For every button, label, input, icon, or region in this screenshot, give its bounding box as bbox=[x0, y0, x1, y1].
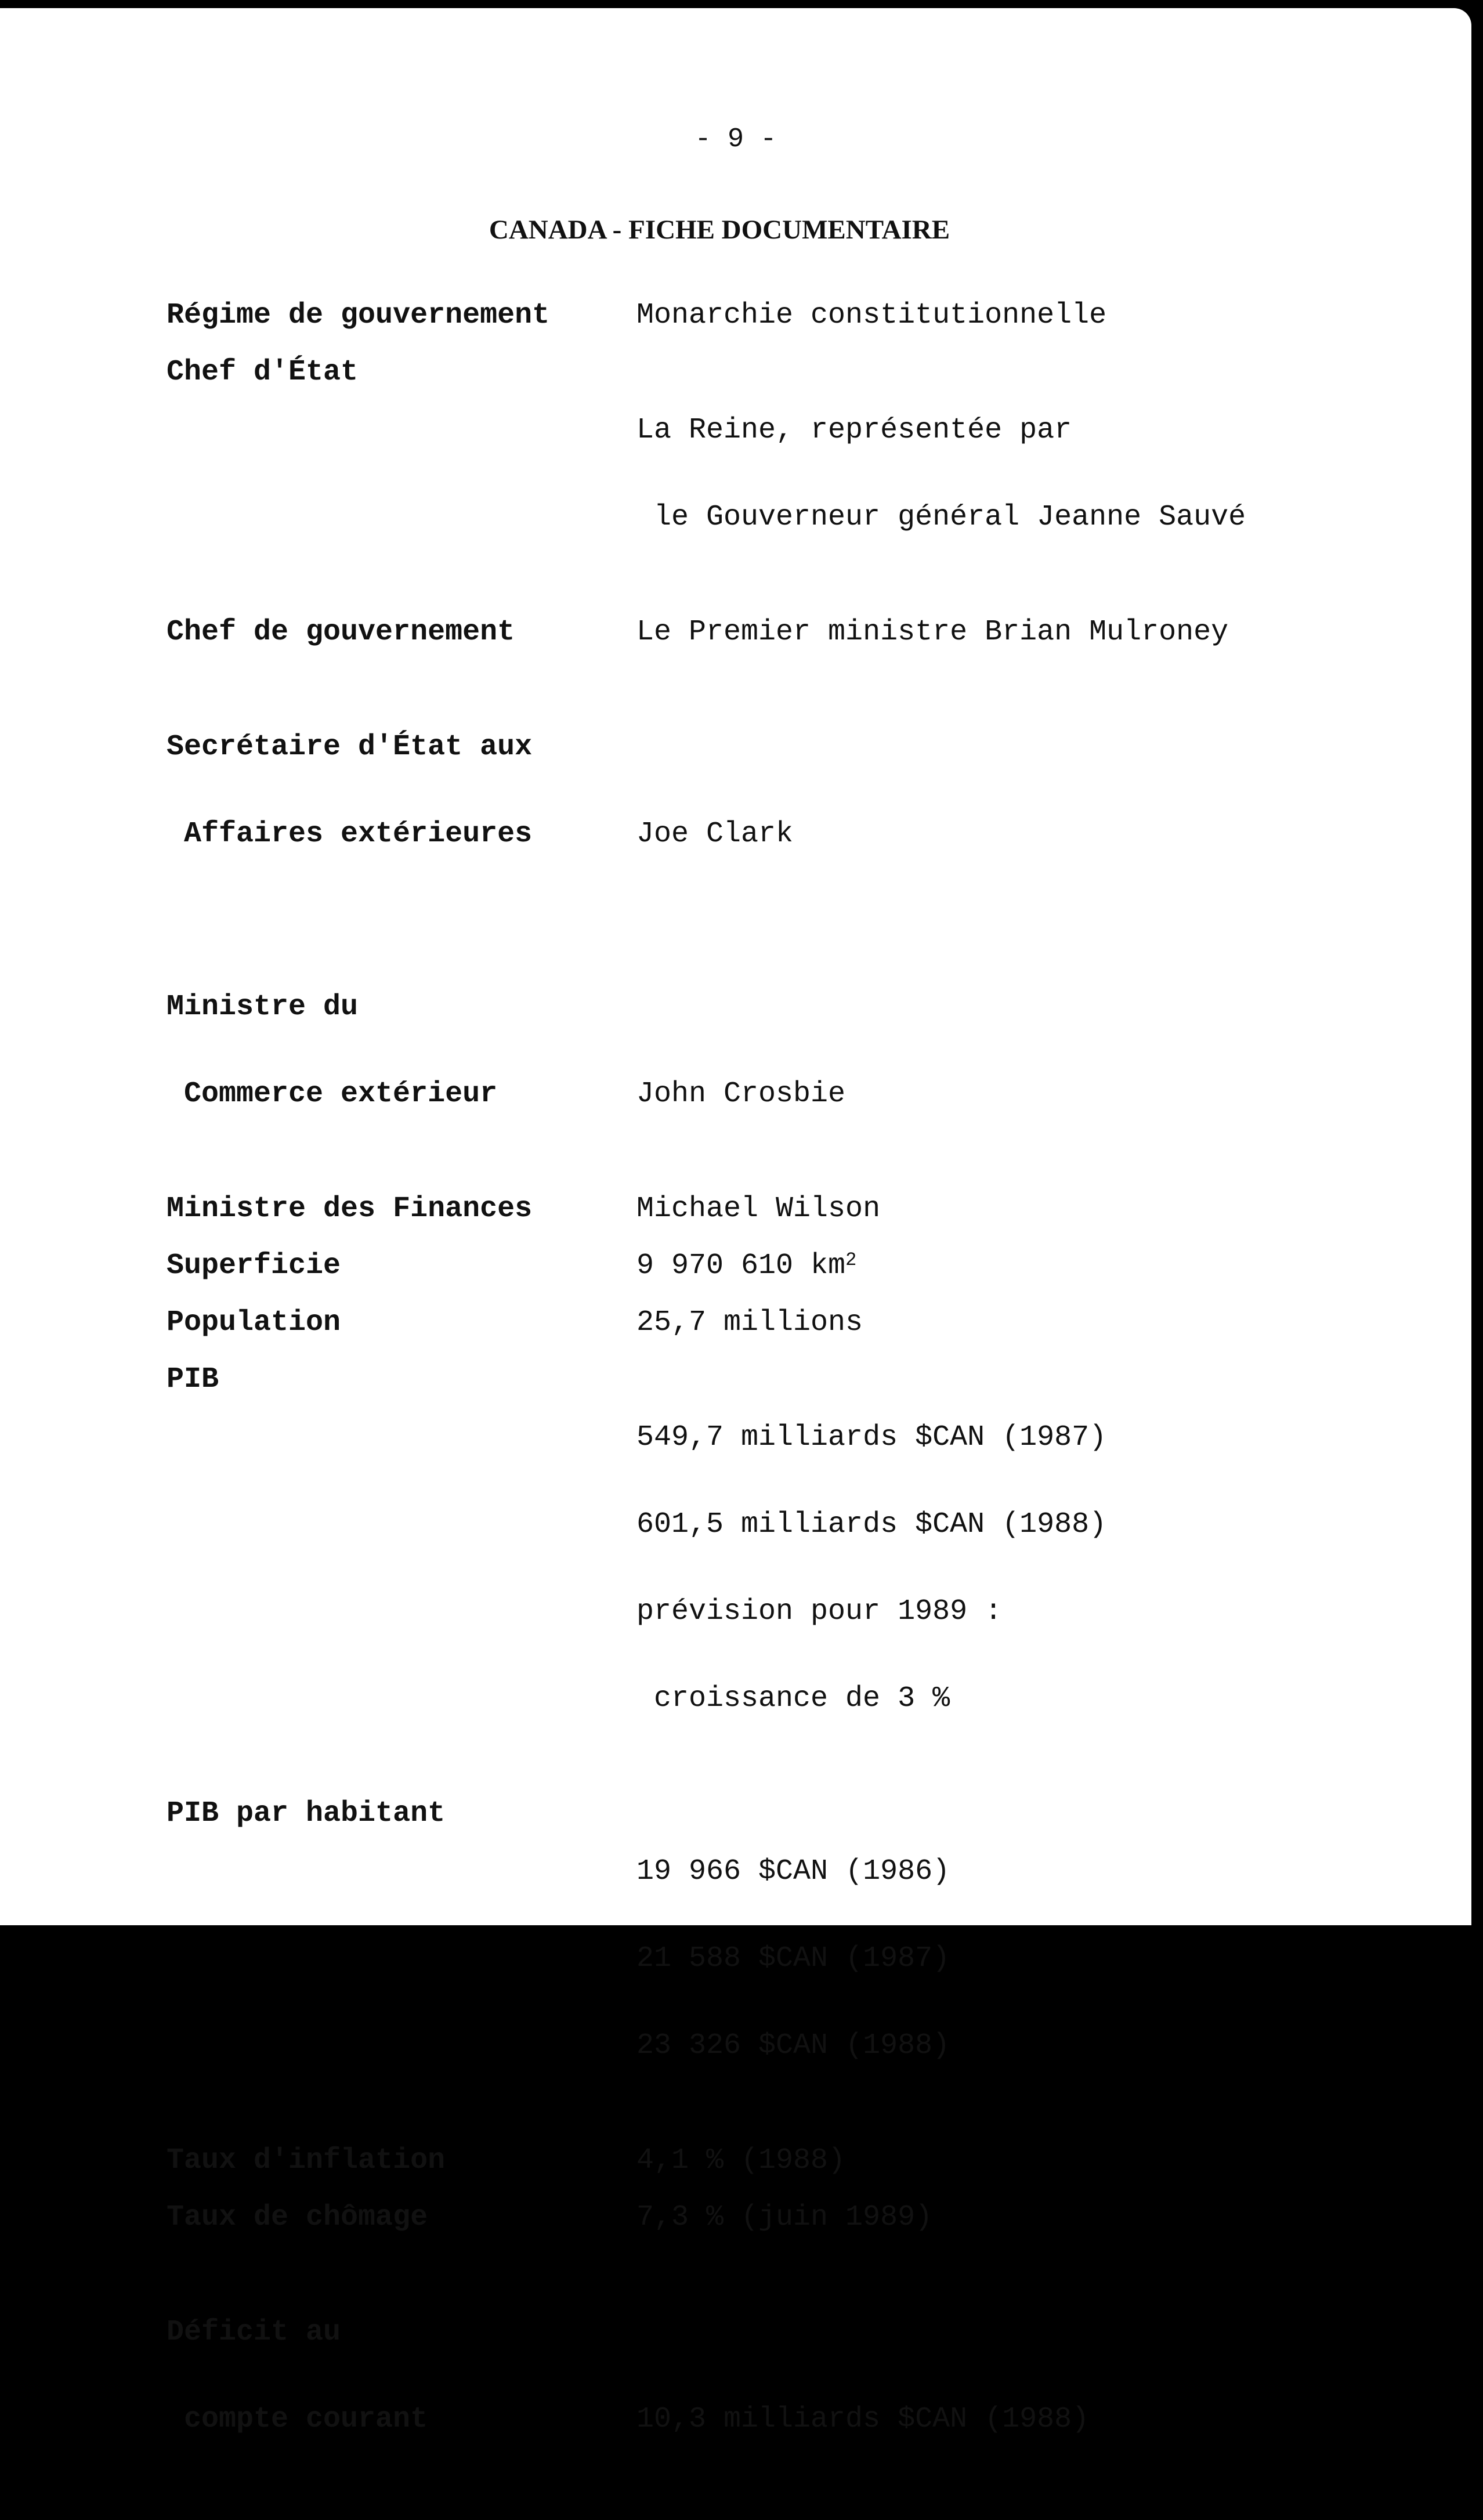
superscript: 2 bbox=[845, 1249, 857, 1271]
page-number: - 9 - bbox=[695, 124, 777, 155]
fact-value: 25,7 millions bbox=[636, 1306, 863, 1339]
fact-label: Chef d'État bbox=[167, 356, 359, 389]
fact-label: Population bbox=[167, 1306, 341, 1339]
fact-label: Taux d'inflation bbox=[167, 2144, 446, 2177]
fact-row-chomage bbox=[167, 2203, 1385, 2232]
fact-label: PIB bbox=[167, 1363, 219, 1396]
fact-label: Chef de gouvernement bbox=[167, 616, 515, 649]
fact-value: Joe Clark bbox=[636, 818, 794, 851]
fact-value: John Crosbie bbox=[636, 1078, 846, 1111]
fact-sheet-table bbox=[167, 301, 1385, 2520]
fact-value: 549,7 milliards $CAN (1987) 601,5 milliards $CAN (1988) prévision pour 1989 : croissance de 3 % bbox=[636, 1421, 1107, 1715]
fact-row-pib bbox=[167, 1365, 1385, 1771]
fact-row-secretaire-etat bbox=[167, 675, 1385, 907]
fact-row-ministre-finances bbox=[167, 1192, 1385, 1225]
fact-value: 9 970 610 $km^2$ bbox=[636, 1249, 857, 1282]
fact-row-chef-gouvernement bbox=[167, 618, 1385, 647]
fact-label: Taux de chômage bbox=[167, 2201, 428, 2234]
fact-value: Monarchie constitutionnelle bbox=[636, 299, 1107, 332]
fact-value: 4,1 % (1988) bbox=[636, 2144, 846, 2177]
document-page bbox=[0, 8, 1471, 2436]
fact-row-chef-etat bbox=[167, 358, 1385, 590]
fact-label: Ministre des Finances bbox=[167, 1192, 533, 1225]
fact-value: 10,3 milliards $CAN (1988) bbox=[636, 2403, 1090, 2436]
fact-label: Déficit au compte courant bbox=[167, 2316, 428, 2436]
page-title: CANADA - FICHE DOCUMENTAIRE bbox=[489, 215, 950, 245]
fact-row-ministre-commerce bbox=[167, 935, 1385, 1167]
fact-row-pib-habitant bbox=[167, 1799, 1385, 2118]
fact-value: La Reine, représentée par le Gouverneur général Jeanne Sauvé bbox=[636, 414, 1246, 534]
fact-label: Ministre du Commerce extérieur bbox=[167, 990, 498, 1111]
fact-label: Superficie bbox=[167, 1249, 341, 1282]
fact-row-deficit bbox=[167, 2260, 1385, 2492]
fact-row-regime bbox=[167, 301, 1385, 330]
fact-label: PIB par habitant bbox=[167, 1797, 446, 1830]
fact-row-inflation bbox=[167, 2146, 1385, 2175]
fact-label: Secrétaire d'État aux Affaires extérieures bbox=[167, 731, 533, 851]
fact-label: Régime de gouvernement bbox=[167, 299, 550, 332]
fact-row-superficie bbox=[167, 1249, 1385, 1282]
fact-value: 19 966 $CAN (1986) 21 588 $CAN (1987) 23 326 $CAN (1988) bbox=[636, 1855, 950, 2062]
fact-value: Le Premier ministre Brian Mulroney bbox=[636, 616, 1229, 649]
fact-row-population bbox=[167, 1308, 1385, 1337]
fact-value: 7,3 % (juin 1989) bbox=[636, 2201, 933, 2234]
fact-value: Michael Wilson bbox=[636, 1192, 881, 1225]
